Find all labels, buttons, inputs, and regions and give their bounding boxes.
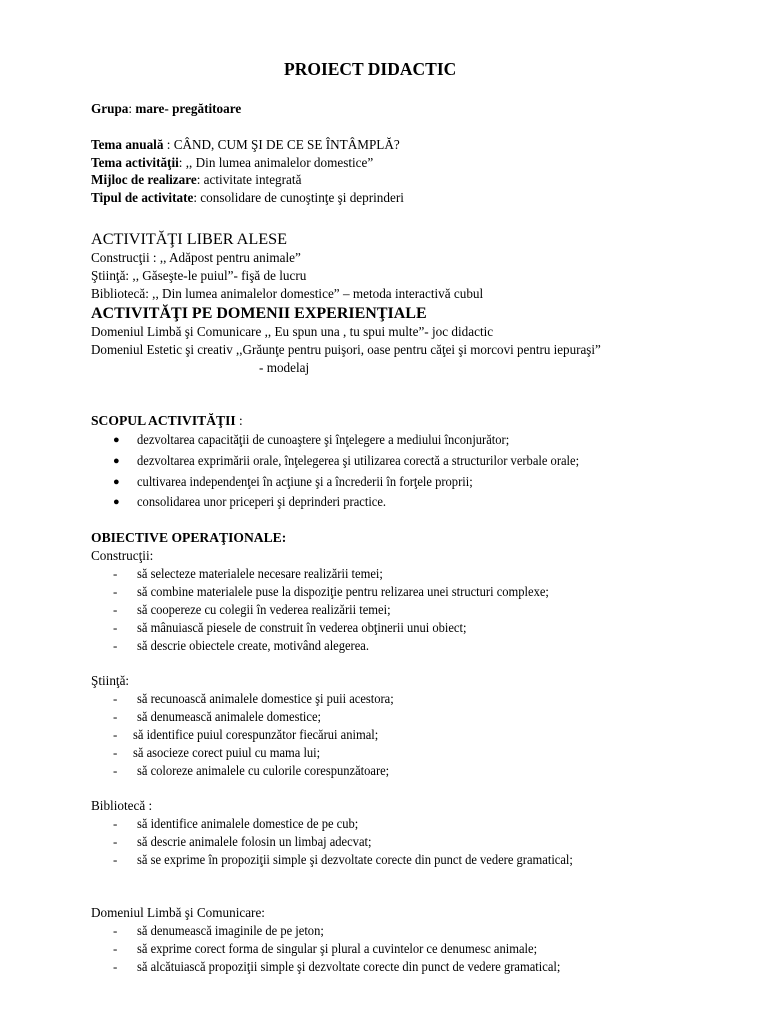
domenii-line: - modelaj [259, 360, 310, 375]
scopul-item: dezvoltarea exprimării orale, înţelegerea şi utilizarea corectă a structurilor verbale orale; [137, 453, 580, 468]
liber-alese-line: Ştiinţă: ,, Găseşte-le puiul”- fişă de lucru [91, 268, 307, 283]
obiective-item: să se exprime în propoziţii simple şi dezvoltate corecte din punct de vedere gramatical; [137, 852, 573, 867]
tema-anuala-label: Tema anuală [91, 137, 164, 152]
mijloc-line [91, 172, 301, 188]
bullet-icon: ● [113, 496, 120, 508]
obiective-item: să identifice puiul corespunzător fiecărui animal; [133, 727, 379, 742]
domenii-line: Domeniul Limbă şi Comunicare ,, Eu spun una , tu spui multe”- joc didactic [91, 324, 494, 339]
dash-marker: - [113, 763, 118, 778]
obiective-heading: OBIECTIVE OPERAŢIONALE: [91, 530, 287, 545]
dash-marker: - [113, 584, 118, 599]
bullet-icon: ● [113, 455, 120, 467]
obiective-item: să exprime corect forma de singular şi plural a cuvintelor ce denumesc animale; [137, 941, 538, 956]
scopul-item: dezvoltarea capacităţii de cunoaştere şi înţelegere a mediului înconjurător; [137, 432, 510, 447]
grupa-label: Grupa [91, 101, 129, 116]
bullet-icon: ● [113, 434, 120, 446]
dash-marker: - [113, 852, 118, 867]
dash-marker: - [113, 923, 118, 938]
obiective-item: să denumească imaginile de pe jeton; [137, 923, 324, 938]
tipul-value: : consolidare de cunoştinţe şi deprinderi [193, 190, 404, 205]
tema-anuala-value: : CÂND, CUM ŞI DE CE SE ÎNTÂMPLĂ? [163, 137, 400, 152]
scopul-heading-line [91, 413, 243, 429]
tipul-line [91, 190, 404, 206]
grupa-separator: : [128, 101, 136, 116]
dash-marker: - [113, 959, 118, 974]
dash-marker: - [113, 816, 118, 831]
obiective-item: să recunoască animalele domestice şi puii acestora; [137, 691, 394, 706]
obiective-item: să descrie obiectele create, motivând alegerea. [137, 638, 369, 653]
obiective-item: să identifice animalele domestice de pe cub; [137, 816, 359, 831]
grupa-value: mare- pregătitoare [135, 101, 242, 116]
dash-marker: - [113, 691, 118, 706]
dash-marker: - [113, 620, 118, 635]
dash-marker: - [113, 638, 118, 653]
obiective-item: să coopereze cu colegii în vederea realizării temei; [137, 602, 391, 617]
scopul-heading-suffix: : [235, 413, 243, 428]
tema-activitatii-value: : ,, Din lumea animalelor domestice” [178, 155, 374, 170]
dash-marker: - [113, 727, 118, 742]
tema-activitatii-label: Tema activităţii [91, 155, 179, 170]
dash-marker: - [113, 566, 118, 581]
obiective-item: să coloreze animalele cu culorile corespunzătoare; [137, 763, 390, 778]
obiective-item: să combine materialele puse la dispoziţie pentru relizarea unei structuri complexe; [137, 584, 549, 599]
domenii-heading: ACTIVITĂŢI PE DOMENII EXPERIENŢIALE [91, 305, 427, 322]
obiective-item: să selecteze materialele necesare realizării temei; [137, 566, 383, 581]
scopul-item: consolidarea unor priceperi şi deprinderi practice. [137, 494, 387, 509]
liber-alese-line: Bibliotecă: ,, Din lumea animalelor domestice” – metoda interactivă cubul [91, 286, 484, 301]
obiective-item: să mânuiască piesele de construit în vederea obţinerii unui obiect; [137, 620, 467, 635]
mijloc-value: : activitate integrată [196, 172, 302, 187]
dash-marker: - [113, 602, 118, 617]
obiective-group-title: Construcţii: [91, 548, 154, 563]
obiective-group-title: Domeniul Limbă şi Comunicare: [91, 905, 265, 920]
dash-marker: - [113, 941, 118, 956]
obiective-item: să alcătuiască propoziţii simple şi dezvoltate corecte din punct de vedere gramatical; [137, 959, 561, 974]
tema-activitatii-line [91, 155, 373, 171]
scopul-heading: SCOPUL ACTIVITĂŢII [91, 413, 236, 428]
liber-alese-line: Construcţii : ,, Adăpost pentru animale” [91, 250, 301, 265]
obiective-item: să descrie animalele folosin un limbaj adecvat; [137, 834, 372, 849]
dash-marker: - [113, 745, 118, 760]
obiective-group-title: Bibliotecă : [91, 798, 153, 813]
obiective-item: să asocieze corect puiul cu mama lui; [133, 745, 321, 760]
dash-marker: - [113, 709, 118, 724]
tema-anuala-line [91, 137, 400, 153]
bullet-icon: ● [113, 476, 120, 488]
tipul-label: Tipul de activitate [91, 190, 194, 205]
page-title: PROIECT DIDACTIC [284, 59, 457, 79]
grupa-line [91, 101, 241, 117]
dash-marker: - [113, 834, 118, 849]
liber-alese-heading: ACTIVITĂŢI LIBER ALESE [91, 230, 288, 248]
obiective-item: să denumească animalele domestice; [137, 709, 322, 724]
mijloc-label: Mijloc de realizare [91, 172, 197, 187]
scopul-item: cultivarea independenţei în acţiune şi a încrederii în forţele proprii; [137, 474, 473, 489]
obiective-group-title: Ştiinţă: [91, 673, 130, 688]
domenii-line: Domeniul Estetic şi creativ ,,Grăunţe pentru puişori, oase pentru căţei şi morcovi pentru iepuraşi” [91, 342, 601, 357]
